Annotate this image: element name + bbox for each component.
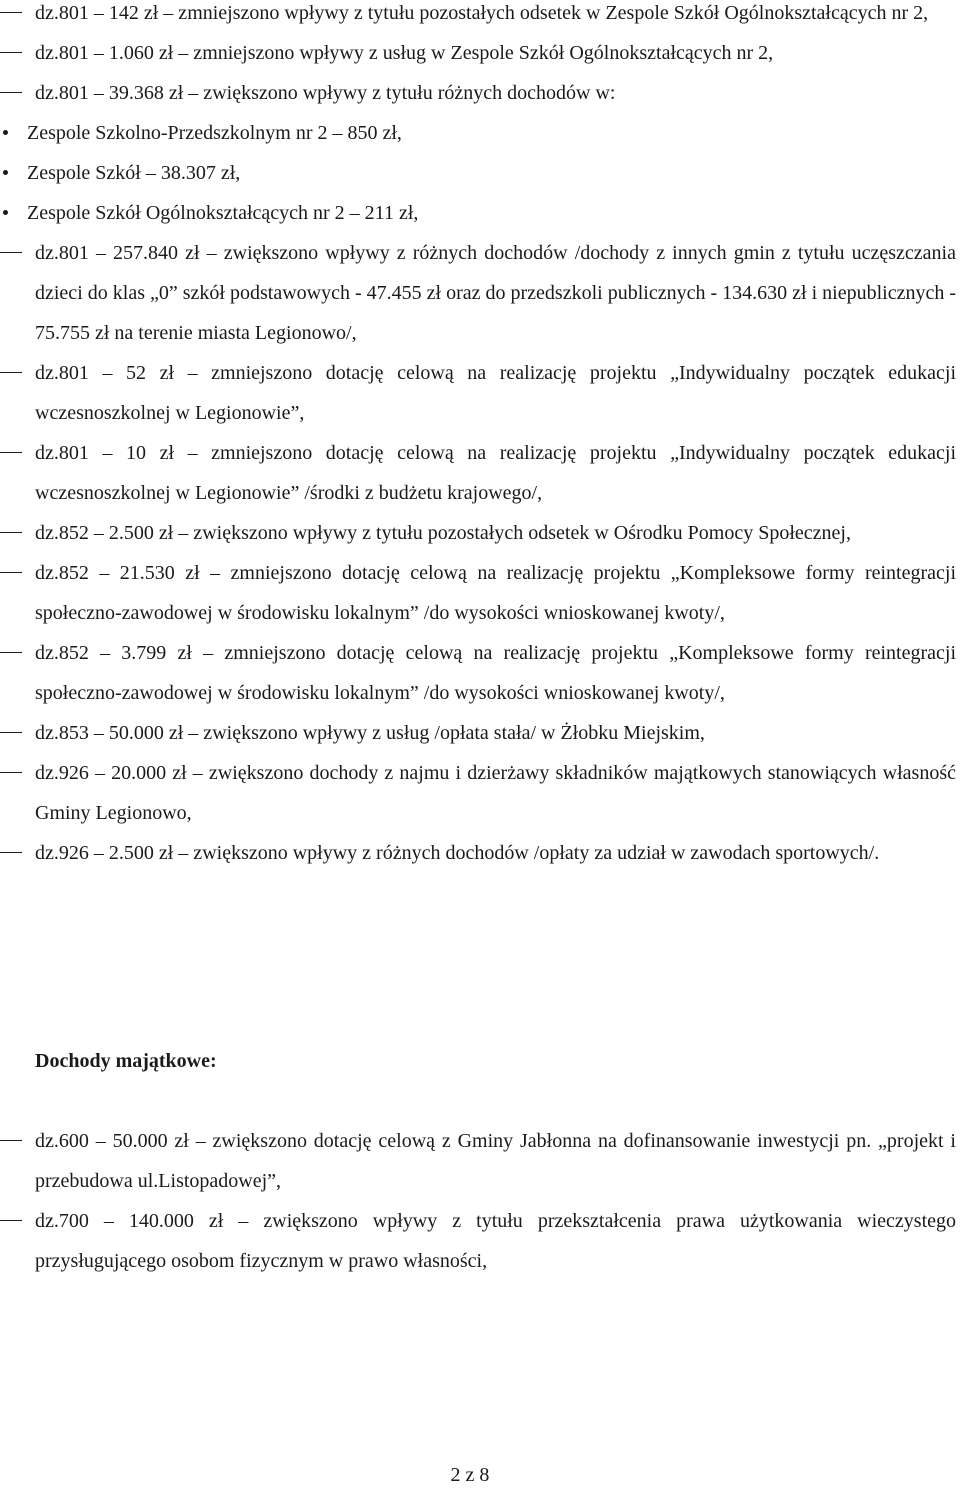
list-item [35, 713, 956, 753]
bullet-marker [0, 113, 22, 153]
list-item [35, 513, 956, 553]
list-item-text: Zespole Szkół Ogólnokształcących nr 2 – 211 zł, [27, 202, 419, 224]
list-item [35, 1201, 956, 1281]
list-item-text: dz.600 – 50.000 zł – zwiększono dotację celową z Gminy Jabłonna na dofinansowanie inwestycji pn. „projekt i przebudowa ul.Listopadowej”, [35, 1130, 956, 1192]
list-item-text: dz.852 – 3.799 zł – zmniejszono dotację celową na realizację projektu „Kompleksowe formy reintegracji społeczno-zawodowej w środowisku lokalnym” /do wysokości wnioskowanej kwoty/, [35, 642, 956, 704]
list-item [35, 1121, 956, 1201]
dash-marker [0, 553, 22, 593]
list-item-text: dz.801 – 1.060 zł – zmniejszono wpływy z usług w Zespole Szkół Ogólnokształcących nr 2, [35, 42, 774, 64]
list-item-text: dz.852 – 2.500 zł – zwiększono wpływy z tytułu pozostałych odsetek w Ośrodku Pomocy Społecznej, [35, 522, 851, 544]
list-item [35, 33, 956, 73]
dash-marker [0, 833, 22, 873]
list-item [35, 553, 956, 633]
list-item-text: dz.926 – 2.500 zł – zwiększono wpływy z różnych dochodów /opłaty za udział w zawodach sportowych/. [35, 842, 880, 864]
list-item [35, 433, 956, 513]
bullet-marker [0, 153, 22, 193]
dash-marker [0, 713, 22, 753]
bullet-marker [0, 193, 22, 233]
capital-revenue-list [0, 1121, 958, 1281]
list-item-text: Zespole Szkolno-Przedszkolnym nr 2 – 850 zł, [27, 122, 402, 144]
list-item-text: dz.853 – 50.000 zł – zwiększono wpływy z usług /opłata stała/ w Żłobku Miejskim, [35, 722, 705, 744]
dash-marker [0, 753, 22, 793]
dash-marker [0, 73, 22, 113]
list-item-text: dz.852 – 21.530 zł – zmniejszono dotację celową na realizację projektu „Kompleksowe formy reintegracji społeczno-zawodowej w środowisku lokalnym” /do wysokości wnioskowanej kwoty/, [35, 562, 956, 624]
list-item-text: Zespole Szkół – 38.307 zł, [27, 162, 241, 184]
list-item [35, 753, 956, 833]
page-number: 2 z 8 [450, 1464, 490, 1486]
list-item [35, 353, 956, 433]
dash-marker [0, 1201, 22, 1241]
dash-marker [0, 353, 22, 393]
list-item [35, 833, 956, 873]
sub-list-item [27, 193, 956, 233]
section-heading: Dochody majątkowe: [35, 1050, 217, 1072]
list-item [35, 0, 956, 33]
list-item-text: dz.801 – 257.840 zł – zwiększono wpływy z różnych dochodów /dochody z innych gmin z tytułu uczęszczania dzieci do klas „0” szkół podstawowych - 47.455 zł oraz do przedszkoli publicznych - 134.630 zł i niepublicznych - 75.755 zł na terenie miasta Legionowo/, [35, 242, 956, 344]
dash-marker [0, 233, 22, 273]
list-item-text: dz.801 – 52 zł – zmniejszono dotację celową na realizację projektu „Indywidualny początek edukacji wczesnoszkolnej w Legionowie”, [35, 362, 956, 424]
list-item [35, 233, 956, 353]
list-item-text: dz.926 – 20.000 zł – zwiększono dochody z najmu i dzierżawy składników majątkowych stanowiących własność Gminy Legionowo, [35, 762, 956, 824]
list-item [35, 633, 956, 713]
dash-marker [0, 0, 22, 33]
list-item-text: dz.700 – 140.000 zł – zwiększono wpływy z tytułu przekształcenia prawa użytkowania wieczystego przysługującego osobom fizycznym w prawo własności, [35, 1210, 956, 1272]
dash-marker [0, 633, 22, 673]
list-item-text: dz.801 – 10 zł – zmniejszono dotację celową na realizację projektu „Indywidualny początek edukacji wczesnoszkolnej w Legionowie” /środki z budżetu krajowego/, [35, 442, 956, 504]
dash-marker [0, 433, 22, 473]
sub-list-item [27, 113, 956, 153]
list-item-text: dz.801 – 142 zł – zmniejszono wpływy z tytułu pozostałych odsetek w Zespole Szkół Ogólnokształcących nr 2, [35, 2, 929, 24]
list-item-text: dz.801 – 39.368 zł – zwiększono wpływy z tytułu różnych dochodów w: [35, 82, 616, 104]
dash-marker [0, 513, 22, 553]
sub-list-item [27, 153, 956, 193]
list-item [35, 73, 956, 113]
dash-marker [0, 1121, 22, 1161]
dash-marker [0, 33, 22, 73]
